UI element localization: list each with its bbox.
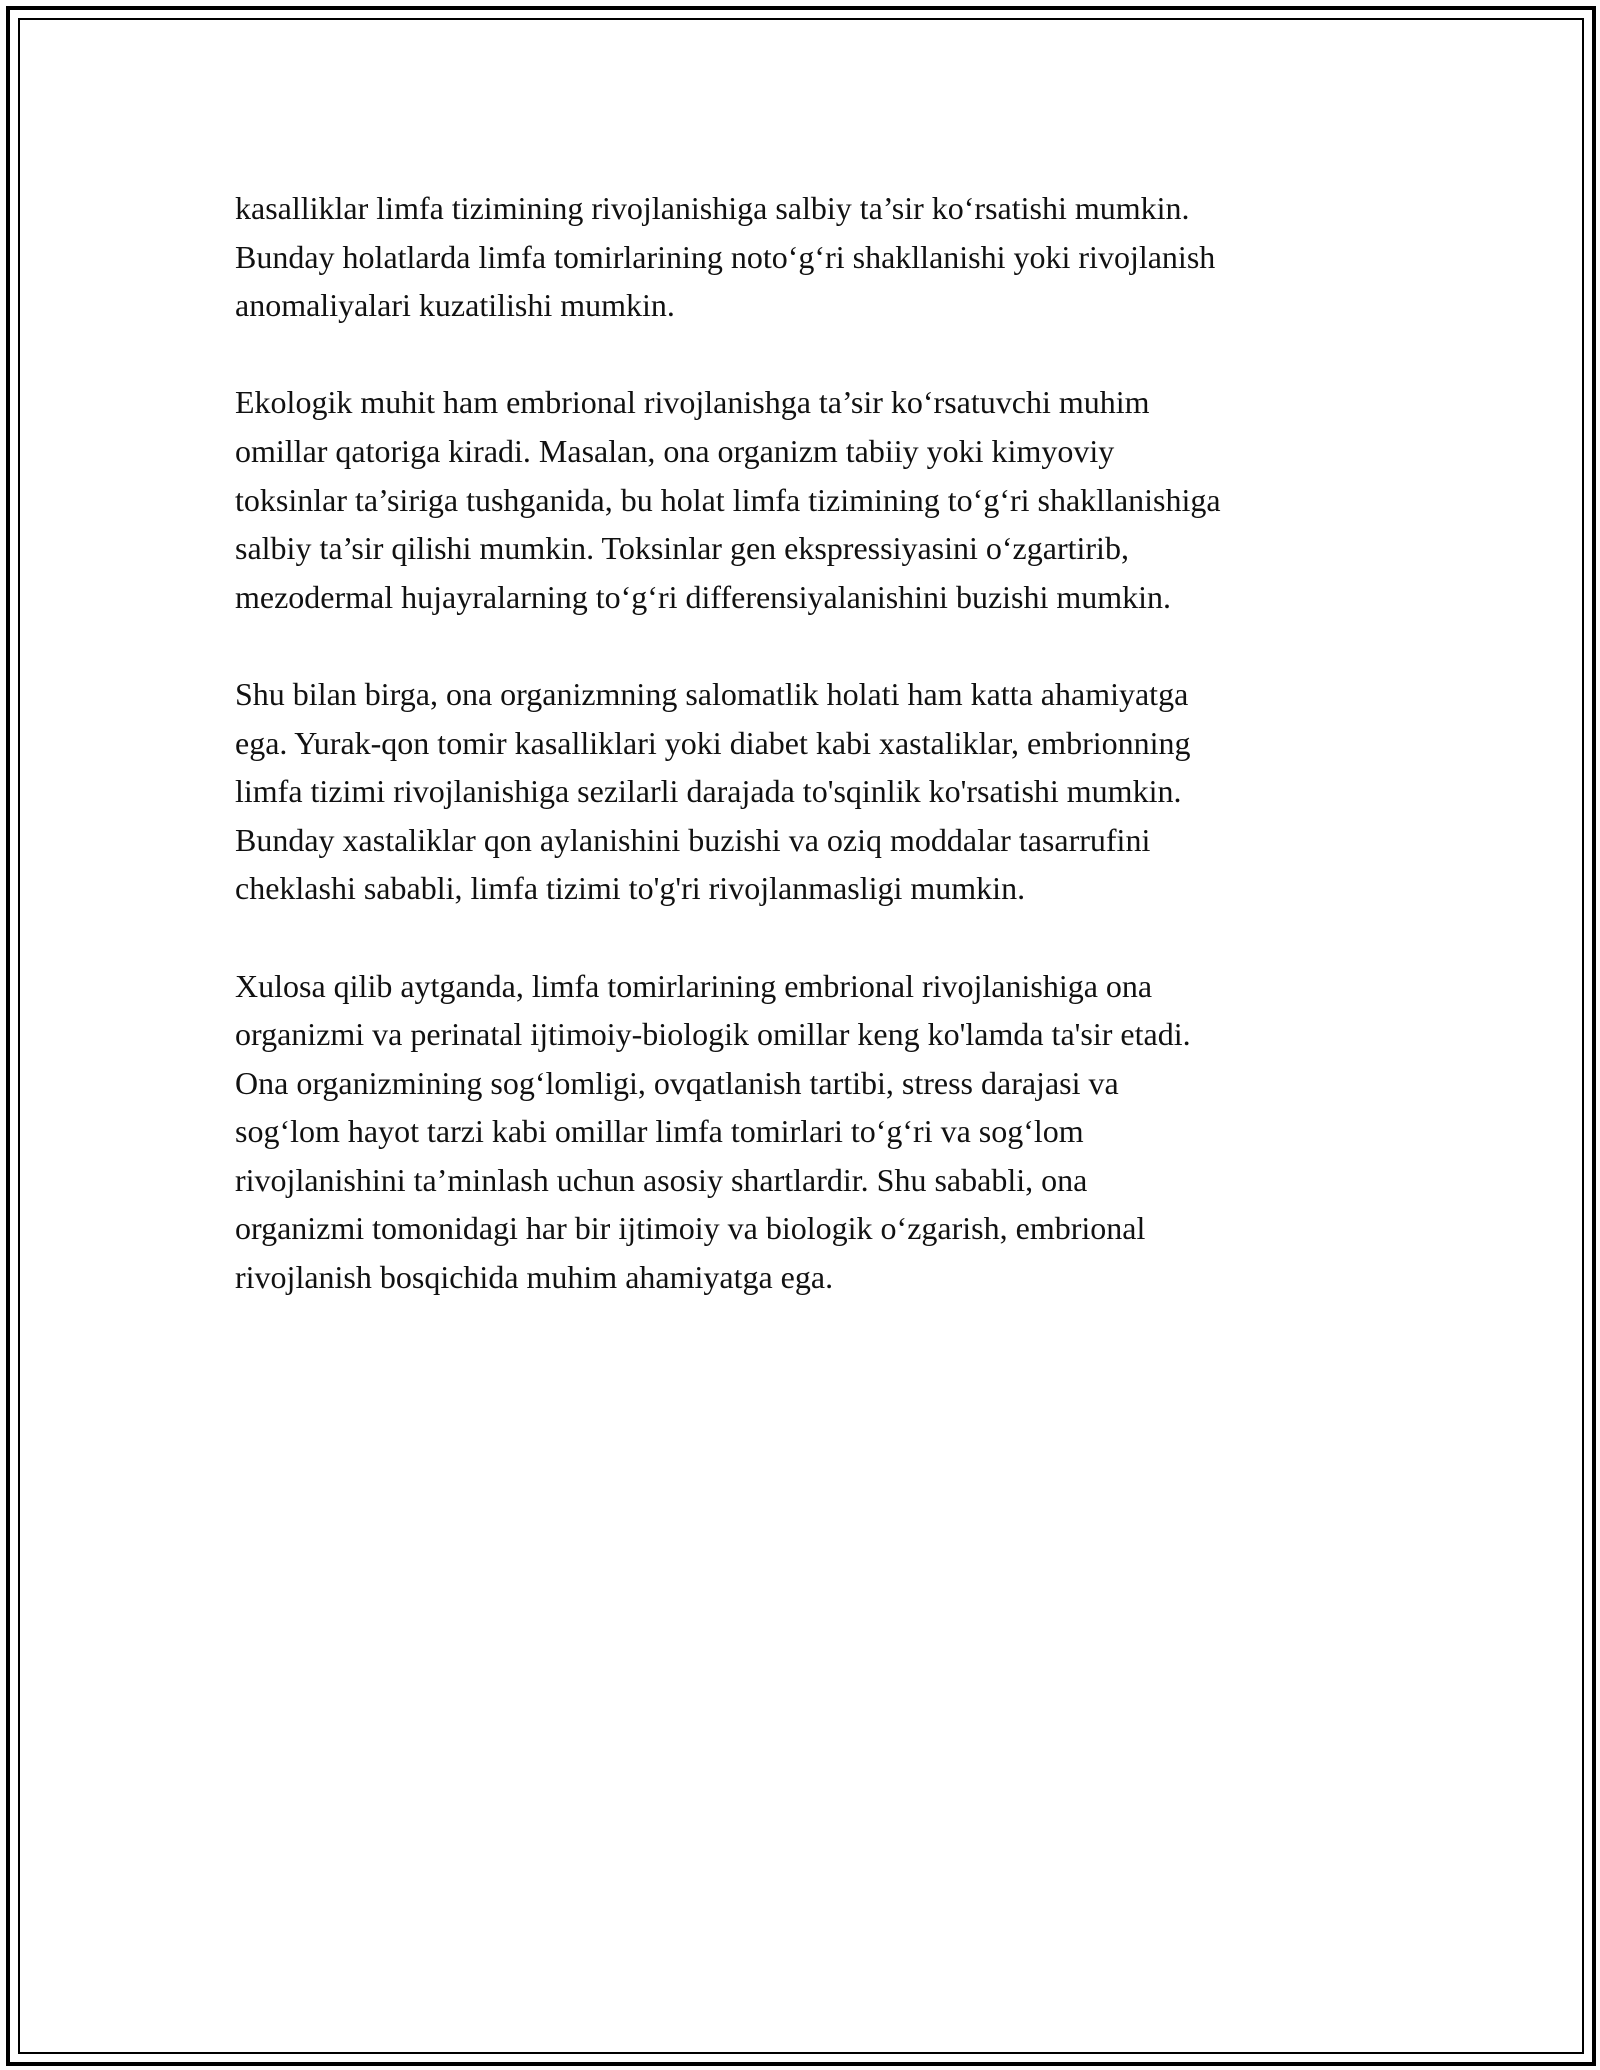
text-line: kasalliklar limfa tizimining rivojlanishiga salbiy ta’sir ko‘rsatishi mumkin. <box>235 190 1190 226</box>
text-line: mezodermal hujayralarning to‘g‘ri differensiyalanishini buzishi mumkin. <box>235 578 1172 615</box>
text-line: organizmi tomonidagi har bir ijtimoiy va biologik o‘zgarish, embrional <box>235 1210 1146 1247</box>
text-line: limfa tizimi rivojlanishiga sezilarli darajada to'sqinlik ko'rsatishi mumkin. <box>235 773 1182 810</box>
text-line: anomaliyalari kuzatilishi mumkin. <box>235 287 675 324</box>
paragraph-1 <box>235 184 1385 330</box>
text-line: rivojlanish bosqichida muhim ahamiyatga ega. <box>235 1259 834 1296</box>
text-line: Xulosa qilib aytganda, limfa tomirlarining embrional rivojlanishiga ona <box>235 967 1153 1004</box>
document-body <box>235 184 1385 1350</box>
text-line: ega. Yurak-qon tomir kasalliklari yoki diabet kabi xastaliklar, embrionning <box>235 724 1191 761</box>
text-line: Ona organizmining sog‘lomligi, ovqatlanish tartibi, stress darajasi va <box>235 1064 1119 1101</box>
text-line: Ekologik muhit ham embrional rivojlanishga ta’sir ko‘rsatuvchi muhim <box>235 384 1150 421</box>
text-line: omillar qatoriga kiradi. Masalan, ona organizm tabiiy yoki kimyoviy <box>235 432 1115 469</box>
text-line: Shu bilan birga, ona organizmning salomatlik holati ham katta ahamiyatga <box>235 675 1189 712</box>
text-line: cheklashi sababli, limfa tizimi to'g'ri rivojlanmasligi mumkin. <box>235 870 1026 907</box>
paragraph-2 <box>235 378 1385 621</box>
text-line: rivojlanishini ta’minlash uchun asosiy shartlardir. Shu sababli, ona <box>235 1161 1088 1198</box>
paragraph-4 <box>235 962 1385 1302</box>
text-line: Bunday xastaliklar qon aylanishini buzishi va oziq moddalar tasarrufini <box>235 821 1151 858</box>
text-line: toksinlar ta’siriga tushganida, bu holat limfa tizimining to‘g‘ri shakllanishiga <box>235 481 1221 518</box>
text-line: organizmi va perinatal ijtimoiy-biologik omillar keng ko'lamda ta'sir etadi. <box>235 1016 1191 1053</box>
paragraph-3 <box>235 670 1385 913</box>
text-line: salbiy ta’sir qilishi mumkin. Toksinlar gen ekspressiyasini o‘zgartirib, <box>235 530 1129 567</box>
text-line: Bunday holatlarda limfa tomirlarining noto‘g‘ri shakllanishi yoki rivojlanish <box>235 238 1216 275</box>
text-line: sog‘lom hayot tarzi kabi omillar limfa tomirlari to‘g‘ri va sog‘lom <box>235 1113 1084 1150</box>
